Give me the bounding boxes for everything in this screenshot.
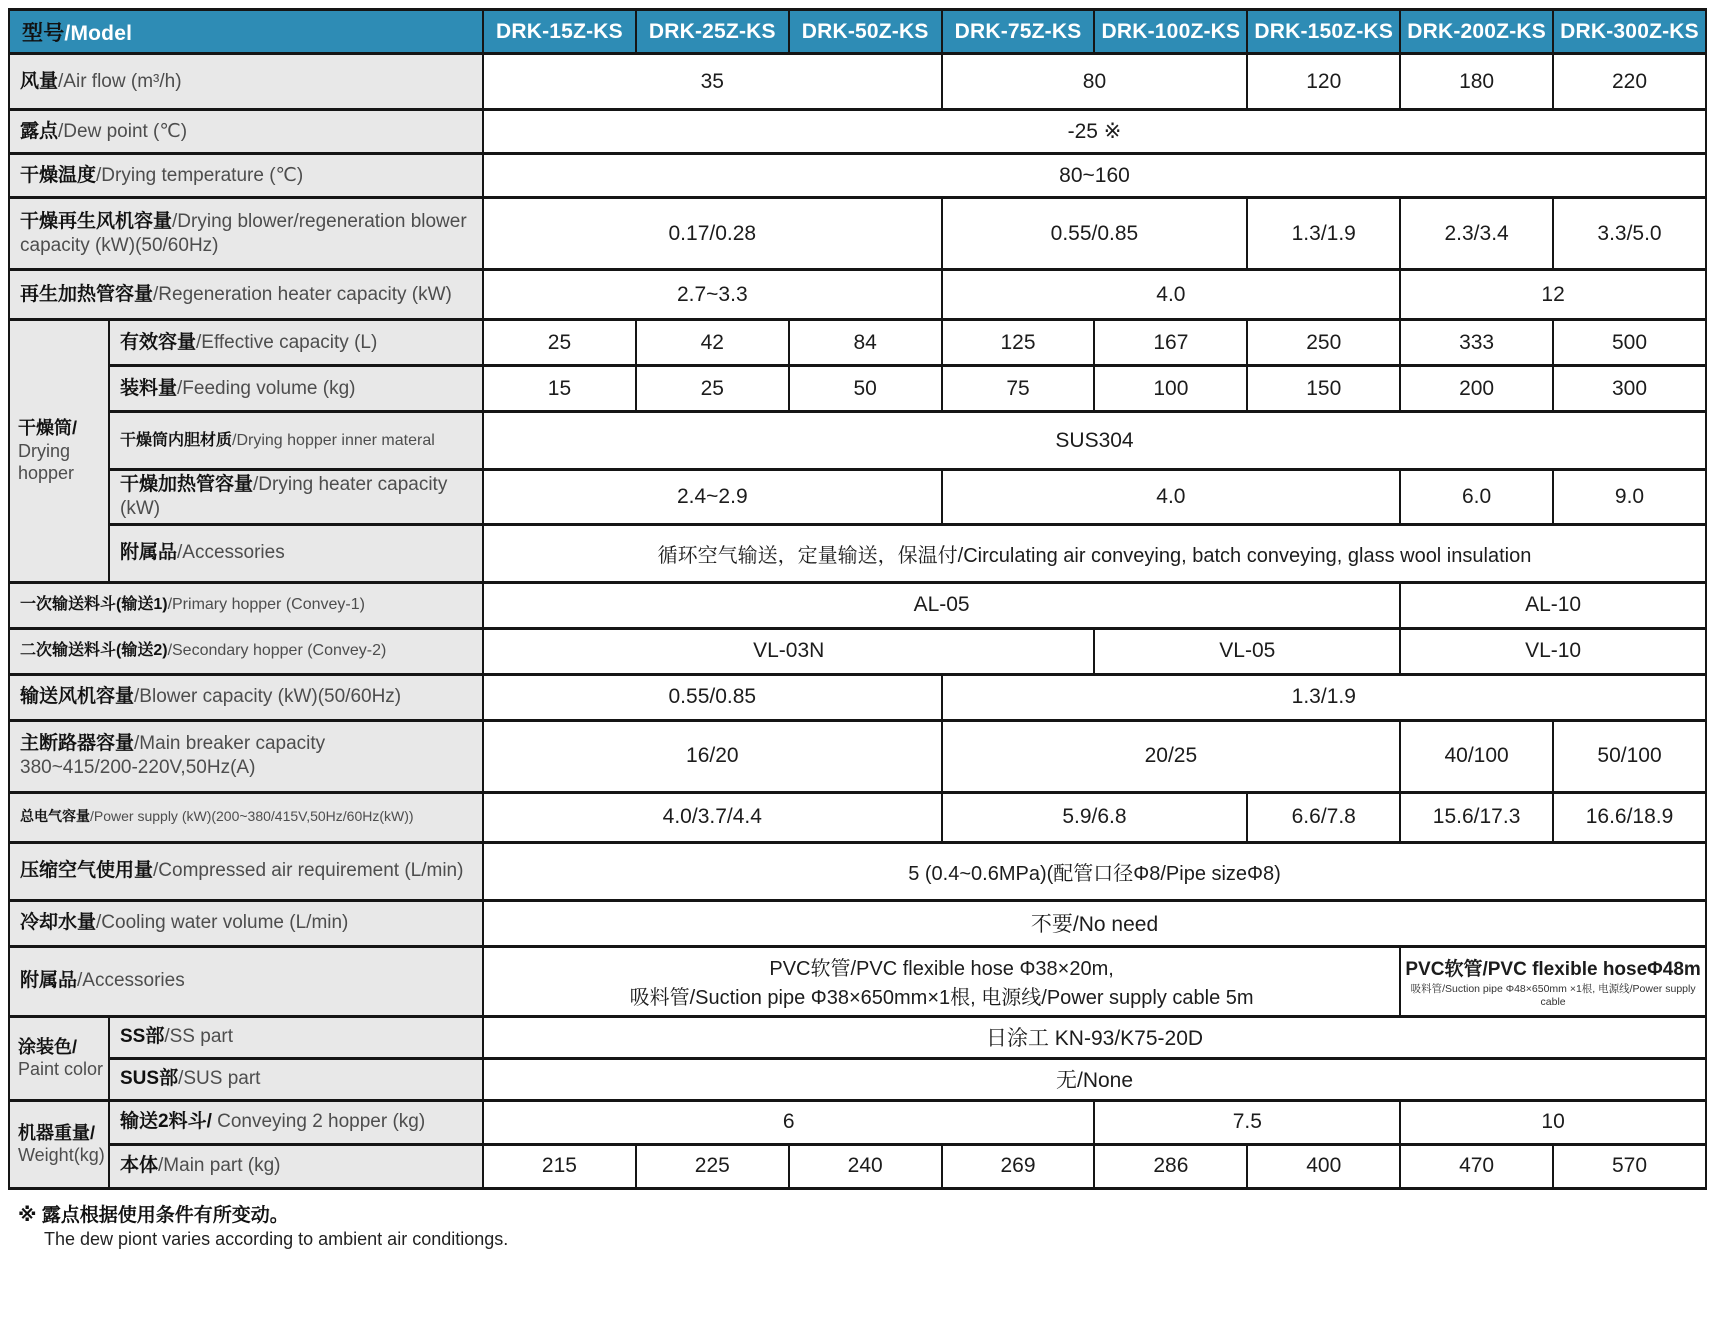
cooling-water-label bbox=[9, 900, 483, 946]
footnote bbox=[8, 1190, 1707, 1250]
accessories-line: 吸料管/Suction pipe Φ48×650mm ×1根, 电源线/Power supply cable bbox=[1410, 983, 1696, 1008]
power-supply-label bbox=[9, 792, 483, 842]
accessories-line: PVC软管/PVC flexible hoseΦ48m bbox=[1405, 959, 1701, 980]
effective-capacity-value: 42 bbox=[636, 320, 789, 366]
feeding-volume-value: 75 bbox=[942, 366, 1095, 412]
air-flow-value: 35 bbox=[483, 54, 942, 110]
row-dew-point bbox=[9, 110, 1706, 154]
primary-hopper-value: AL-05 bbox=[483, 582, 1400, 628]
main-breaker-value: 16/20 bbox=[483, 720, 942, 792]
weight-group-label bbox=[9, 1100, 109, 1188]
label-en: /Air flow (m³/h) bbox=[58, 70, 182, 92]
column-header-drk-300z-ks: DRK-300Z-KS bbox=[1553, 10, 1706, 54]
column-header-drk-50z-ks: DRK-50Z-KS bbox=[789, 10, 942, 54]
air-flow-value: 220 bbox=[1553, 54, 1706, 110]
ss-part-value: 日涂工 KN-93/K75-20D bbox=[483, 1016, 1706, 1058]
conveying-blower-value: 1.3/1.9 bbox=[942, 674, 1706, 720]
accessories-line: 吸料管/Suction pipe Φ38×650mm×1根, 电源线/Power supply cable 5m bbox=[629, 987, 1254, 1009]
label-en: /Compressed air requirement (L/min) bbox=[153, 860, 464, 882]
label-en: /Main part (kg) bbox=[158, 1155, 281, 1177]
group-label-en: Paint color bbox=[18, 1059, 104, 1079]
row-compressed-air bbox=[9, 842, 1706, 900]
effective-capacity-value: 250 bbox=[1247, 320, 1400, 366]
main-part-value: 240 bbox=[789, 1144, 942, 1188]
label-zh: 二次输送料斗(输送2) bbox=[20, 642, 168, 659]
row-drying-heater bbox=[9, 470, 1706, 525]
ss-part-label bbox=[109, 1016, 483, 1058]
model-header-en: /Model bbox=[64, 21, 133, 45]
regen-blower-value: 0.17/0.28 bbox=[483, 198, 942, 270]
air-flow-value: 80 bbox=[942, 54, 1248, 110]
power-supply-value: 15.6/17.3 bbox=[1400, 792, 1553, 842]
paint-color-group-label bbox=[9, 1016, 109, 1100]
regen-blower-value: 1.3/1.9 bbox=[1247, 198, 1400, 270]
conveying-blower-value: 0.55/0.85 bbox=[483, 674, 942, 720]
group-label-en: Drying hopper bbox=[18, 440, 75, 483]
effective-capacity-value: 167 bbox=[1094, 320, 1247, 366]
row-drying-regen-blower bbox=[9, 198, 1706, 270]
conveying-2-hopper-value: 10 bbox=[1400, 1100, 1706, 1144]
row-cooling-water bbox=[9, 900, 1706, 946]
column-header-drk-150z-ks: DRK-150Z-KS bbox=[1247, 10, 1400, 54]
regen-blower-value: 2.3/3.4 bbox=[1400, 198, 1553, 270]
feeding-volume-value: 200 bbox=[1400, 366, 1553, 412]
drying-heater-value: 6.0 bbox=[1400, 470, 1553, 525]
label-zh: 风量 bbox=[20, 70, 59, 92]
label-zh: 干燥加热管容量 bbox=[120, 474, 254, 495]
label-en: /Main breaker capacity bbox=[134, 733, 326, 755]
row-main-breaker bbox=[9, 720, 1706, 792]
feeding-volume-value: 150 bbox=[1247, 366, 1400, 412]
row-air-flow bbox=[9, 54, 1706, 110]
label-en: /Primary hopper (Convey-1) bbox=[167, 596, 365, 613]
spec-table bbox=[8, 8, 1707, 1190]
label-zh: 冷却水量 bbox=[20, 912, 97, 934]
model-header-zh: 型号 bbox=[22, 21, 65, 45]
label-zh: 本体 bbox=[120, 1155, 159, 1177]
column-header-drk-25z-ks: DRK-25Z-KS bbox=[636, 10, 789, 54]
drying-temperature-label bbox=[9, 154, 483, 198]
compressed-air-label bbox=[9, 842, 483, 900]
model-header-cell bbox=[9, 10, 483, 54]
label-en: /Accessories bbox=[177, 542, 285, 564]
label-zh: 露点 bbox=[20, 120, 59, 142]
main-part-value: 269 bbox=[942, 1144, 1095, 1188]
effective-capacity-label bbox=[109, 320, 483, 366]
label-en: /Power supply (kW)(200~380/415V,50Hz/60Hz(kW)) bbox=[90, 808, 414, 825]
label-zh: 干燥再生风机容量 bbox=[20, 210, 173, 232]
label-en: /Secondary hopper (Convey-2) bbox=[167, 642, 387, 659]
conveying-2-hopper-label bbox=[109, 1100, 483, 1144]
header-row bbox=[9, 10, 1706, 54]
feeding-volume-value: 25 bbox=[636, 366, 789, 412]
label-zh: SUS部 bbox=[120, 1068, 179, 1090]
row-regen-heater bbox=[9, 270, 1706, 320]
main-part-value: 215 bbox=[483, 1144, 636, 1188]
label-en: /Drying blower/regeneration blower capacity (kW)(50/60Hz) bbox=[20, 210, 467, 256]
row-sus-part bbox=[9, 1058, 1706, 1100]
row-hopper-accessories bbox=[9, 524, 1706, 582]
label-zh: 主断路器容量 bbox=[20, 733, 135, 755]
column-header-drk-75z-ks: DRK-75Z-KS bbox=[942, 10, 1095, 54]
power-supply-value: 6.6/7.8 bbox=[1247, 792, 1400, 842]
hopper-accessories-label bbox=[109, 524, 483, 582]
regen-heater-value: 2.7~3.3 bbox=[483, 270, 942, 320]
label-extra: 380~415/200-220V,50Hz(A) bbox=[20, 757, 256, 778]
label-en: /Feeding volume (kg) bbox=[177, 377, 356, 399]
air-flow-label bbox=[9, 54, 483, 110]
machine-accessories-label bbox=[9, 946, 483, 1016]
footnote-line-en: The dew piont varies according to ambient air conditiongs. bbox=[44, 1228, 509, 1249]
label-en: /Cooling water volume (L/min) bbox=[96, 912, 349, 934]
label-en: /Drying temperature (℃) bbox=[96, 164, 304, 186]
secondary-hopper-value: VL-10 bbox=[1400, 628, 1706, 674]
row-main-part-weight bbox=[9, 1144, 1706, 1188]
conveying-blower-label bbox=[9, 674, 483, 720]
effective-capacity-value: 84 bbox=[789, 320, 942, 366]
label-zh: SS部 bbox=[120, 1026, 165, 1048]
conveying-2-hopper-value: 7.5 bbox=[1094, 1100, 1400, 1144]
row-effective-capacity bbox=[9, 320, 1706, 366]
row-conveying-2-hopper bbox=[9, 1100, 1706, 1144]
row-primary-hopper bbox=[9, 582, 1706, 628]
footnote-line-zh: ※ 露点根据使用条件有所变动。 bbox=[18, 1204, 289, 1226]
main-breaker-value: 50/100 bbox=[1553, 720, 1706, 792]
feeding-volume-value: 300 bbox=[1553, 366, 1706, 412]
column-header-drk-200z-ks: DRK-200Z-KS bbox=[1400, 10, 1553, 54]
label-zh: 压缩空气使用量 bbox=[20, 860, 154, 882]
row-secondary-hopper bbox=[9, 628, 1706, 674]
regen-blower-value: 3.3/5.0 bbox=[1553, 198, 1706, 270]
group-label-zh: 干燥筒/ bbox=[18, 418, 78, 438]
conveying-2-hopper-value: 6 bbox=[483, 1100, 1094, 1144]
regen-heater-label bbox=[9, 270, 483, 320]
drying-regen-blower-label bbox=[9, 198, 483, 270]
inner-material-value: SUS304 bbox=[483, 412, 1706, 470]
label-en: /Dew point (℃) bbox=[58, 120, 188, 142]
label-zh: 附属品 bbox=[20, 970, 78, 992]
column-header-drk-15z-ks: DRK-15Z-KS bbox=[483, 10, 636, 54]
sus-part-value: 无/None bbox=[483, 1058, 1706, 1100]
row-ss-part bbox=[9, 1016, 1706, 1058]
effective-capacity-value: 333 bbox=[1400, 320, 1553, 366]
hopper-accessories-value: 循环空气输送，定量输送，保温付/Circulating air conveying, batch conveying, glass wool insulation bbox=[483, 524, 1706, 582]
label-en: Conveying 2 hopper (kg) bbox=[211, 1111, 426, 1133]
group-label-zh: 机器重量/ bbox=[18, 1122, 96, 1143]
inner-material-label bbox=[109, 412, 483, 470]
label-zh: 干燥温度 bbox=[20, 164, 97, 186]
row-power-supply bbox=[9, 792, 1706, 842]
row-feeding-volume bbox=[9, 366, 1706, 412]
label-en: /Drying heater capacity (kW) bbox=[120, 474, 448, 519]
compressed-air-value: 5 (0.4~0.6MPa)(配管口径Φ8/Pipe sizeΦ8) bbox=[483, 842, 1706, 900]
secondary-hopper-value: VL-05 bbox=[1094, 628, 1400, 674]
feeding-volume-value: 100 bbox=[1094, 366, 1247, 412]
label-zh: 输送风机容量 bbox=[20, 686, 135, 708]
label-zh: 总电气容量 bbox=[20, 808, 90, 825]
drying-heater-value: 4.0 bbox=[942, 470, 1401, 525]
group-label-zh: 涂装色/ bbox=[18, 1036, 78, 1057]
drying-heater-label bbox=[109, 470, 483, 525]
label-zh: 干燥筒内胆材质 bbox=[120, 431, 233, 449]
power-supply-value: 16.6/18.9 bbox=[1553, 792, 1706, 842]
label-zh: 一次输送料斗(输送1) bbox=[20, 596, 168, 613]
main-breaker-value: 20/25 bbox=[942, 720, 1401, 792]
effective-capacity-value: 25 bbox=[483, 320, 636, 366]
main-breaker-value: 40/100 bbox=[1400, 720, 1553, 792]
main-part-value: 470 bbox=[1400, 1144, 1553, 1188]
machine-accessories-value-small-models bbox=[483, 946, 1400, 1016]
label-en: /Regeneration heater capacity (kW) bbox=[153, 283, 452, 305]
label-zh: 附属品 bbox=[120, 542, 178, 564]
row-inner-material bbox=[9, 412, 1706, 470]
effective-capacity-value: 500 bbox=[1553, 320, 1706, 366]
power-supply-value: 5.9/6.8 bbox=[942, 792, 1248, 842]
row-drying-temperature bbox=[9, 154, 1706, 198]
accessories-line: PVC软管/PVC flexible hose Φ38×20m, bbox=[769, 958, 1114, 980]
row-machine-accessories bbox=[9, 946, 1706, 1016]
regen-heater-value: 4.0 bbox=[942, 270, 1401, 320]
main-breaker-label bbox=[9, 720, 483, 792]
drying-hopper-group-label bbox=[9, 320, 109, 583]
air-flow-value: 120 bbox=[1247, 54, 1400, 110]
row-conveying-blower bbox=[9, 674, 1706, 720]
primary-hopper-value: AL-10 bbox=[1400, 582, 1706, 628]
machine-accessories-value-large-models bbox=[1400, 946, 1706, 1016]
main-part-value: 400 bbox=[1247, 1144, 1400, 1188]
secondary-hopper-value: VL-03N bbox=[483, 628, 1094, 674]
drying-temperature-value: 80~160 bbox=[483, 154, 1706, 198]
dew-point-label bbox=[9, 110, 483, 154]
label-en: /SUS part bbox=[178, 1068, 261, 1090]
label-en: /SS part bbox=[164, 1026, 234, 1048]
main-part-label bbox=[109, 1144, 483, 1188]
drying-heater-value: 2.4~2.9 bbox=[483, 470, 942, 525]
label-zh: 装料量 bbox=[120, 377, 178, 399]
label-zh: 有效容量 bbox=[120, 331, 197, 353]
cooling-water-value: 不要/No need bbox=[483, 900, 1706, 946]
regen-blower-value: 0.55/0.85 bbox=[942, 198, 1248, 270]
group-label-en: Weight(kg) bbox=[18, 1145, 105, 1165]
label-en: /Drying hopper inner materal bbox=[232, 431, 435, 449]
feeding-volume-value: 50 bbox=[789, 366, 942, 412]
air-flow-value: 180 bbox=[1400, 54, 1553, 110]
feeding-volume-value: 15 bbox=[483, 366, 636, 412]
main-part-value: 286 bbox=[1094, 1144, 1247, 1188]
label-en: /Blower capacity (kW)(50/60Hz) bbox=[134, 686, 402, 708]
main-part-value: 570 bbox=[1553, 1144, 1706, 1188]
secondary-hopper-label bbox=[9, 628, 483, 674]
sus-part-label bbox=[109, 1058, 483, 1100]
label-en: /Accessories bbox=[77, 970, 185, 992]
effective-capacity-value: 125 bbox=[942, 320, 1095, 366]
label-zh: 输送2料斗/ bbox=[120, 1111, 212, 1133]
primary-hopper-label bbox=[9, 582, 483, 628]
power-supply-value: 4.0/3.7/4.4 bbox=[483, 792, 942, 842]
drying-heater-value: 9.0 bbox=[1553, 470, 1706, 525]
dew-point-value: -25 ※ bbox=[483, 110, 1706, 154]
main-part-value: 225 bbox=[636, 1144, 789, 1188]
label-en: /Effective capacity (L) bbox=[196, 331, 378, 353]
regen-heater-value: 12 bbox=[1400, 270, 1706, 320]
label-zh: 再生加热管容量 bbox=[20, 283, 154, 305]
column-header-drk-100z-ks: DRK-100Z-KS bbox=[1094, 10, 1247, 54]
feeding-volume-label bbox=[109, 366, 483, 412]
